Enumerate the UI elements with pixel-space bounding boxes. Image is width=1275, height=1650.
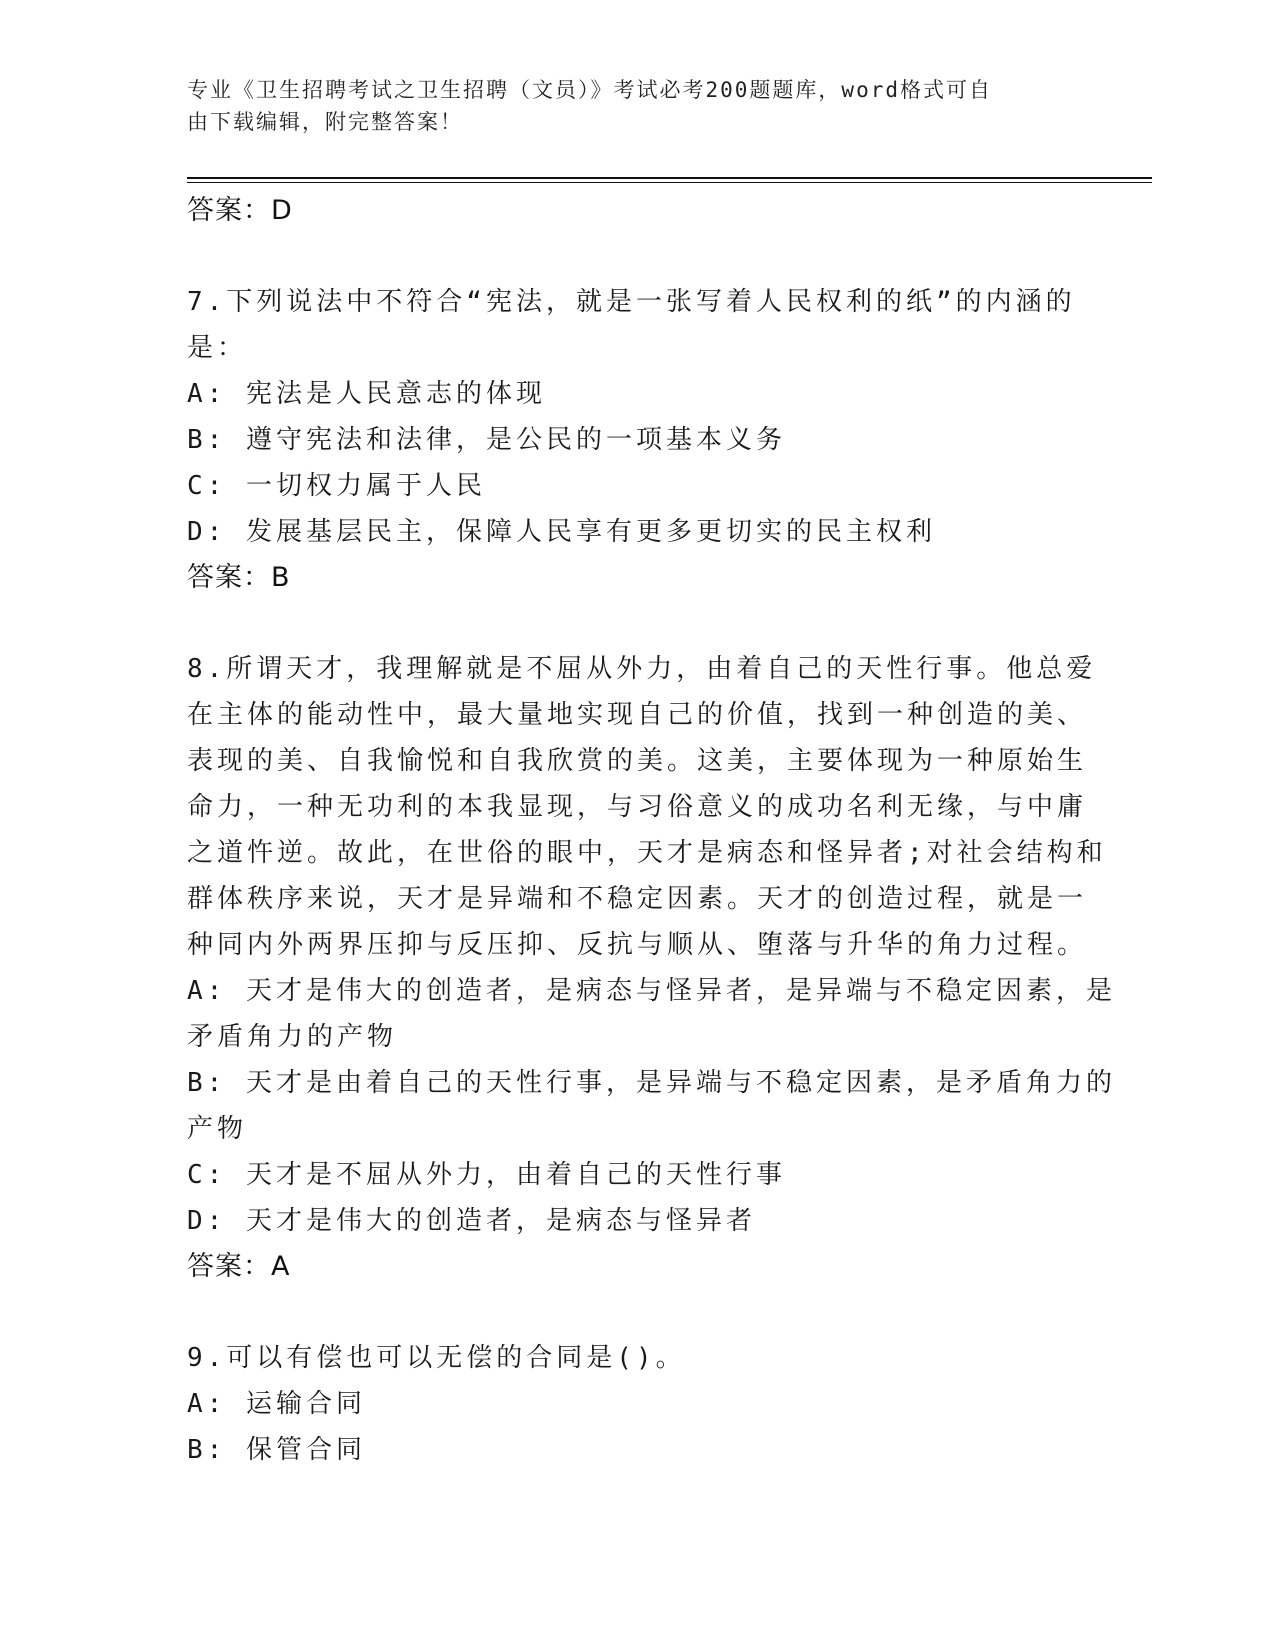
header-rule-thick: [187, 177, 1152, 179]
page-header: [187, 74, 1087, 138]
question-9-stem: 9.可以有偿也可以无偿的合同是()。: [187, 1343, 686, 1373]
question-7-option-d: D: 发展基层民主，保障人民享有更多更切实的民主权利: [187, 517, 936, 547]
question-8-answer: 答案：A: [187, 1251, 291, 1282]
spacer: [187, 234, 1087, 279]
document-content: [187, 188, 1116, 1473]
question-7: [187, 279, 1087, 601]
question-7-option-a: A: 宪法是人民意志的体现: [187, 379, 546, 409]
header-line-1: 专业《卫生招聘考试之卫生招聘（文员）》考试必考200题题库，word格式可自: [187, 78, 992, 102]
question-8-stem-line-5: 之道忤逆。故此，在世俗的眼中，天才是病态和怪异者;对社会结构和: [187, 838, 1107, 868]
question-8-option-a-line-2: 矛盾角力的产物: [187, 1022, 398, 1052]
question-8-stem-line-1: 8.所谓天才，我理解就是不屈从外力，由着自己的天性行事。他总爱: [187, 654, 1097, 684]
question-8-stem-line-4: 命力，一种无功利的本我显现，与习俗意义的成功名利无缘，与中庸: [187, 792, 1088, 822]
question-7-option-b: B: 遵守宪法和法律，是公民的一项基本义务: [187, 425, 786, 455]
header-rule-thin: [187, 182, 1152, 183]
header-line-2: 由下载编辑，附完整答案！: [187, 110, 463, 134]
spacer: [187, 601, 1087, 646]
question-9-option-b: B: 保管合同: [187, 1435, 366, 1465]
question-8: [187, 646, 1116, 1290]
question-8-option-a-line-1: A: 天才是伟大的创造者，是病态与怪异者，是异端与不稳定因素，是: [187, 976, 1116, 1006]
question-9-option-a: A: 运输合同: [187, 1389, 366, 1419]
question-8-option-b-line-2: 产物: [187, 1114, 248, 1144]
question-8-stem-line-6: 群体秩序来说，天才是异端和不稳定因素。天才的创造过程，就是一: [187, 884, 1088, 914]
question-8-option-d: D: 天才是伟大的创造者，是病态与怪异者: [187, 1206, 756, 1236]
question-8-option-c: C: 天才是不屈从外力，由着自己的天性行事: [187, 1160, 786, 1190]
question-7-stem-line-1: 7.下列说法中不符合“宪法，就是一张写着人民权利的纸”的内涵的: [187, 287, 1076, 317]
question-7-option-c: C: 一切权力属于人民: [187, 471, 486, 501]
question-8-option-b-line-1: B: 天才是由着自己的天性行事，是异端与不稳定因素，是矛盾角力的: [187, 1068, 1116, 1098]
answer-previous: 答案：D: [187, 195, 293, 226]
question-8-stem-line-7: 种同内外两界压抑与反压抑、反抗与顺从、堕落与升华的角力过程。: [187, 930, 1088, 960]
question-8-stem-line-2: 在主体的能动性中，最大量地实现自己的价值，找到一种创造的美、: [187, 700, 1088, 730]
question-7-answer: 答案：B: [187, 562, 291, 593]
spacer: [187, 1290, 1087, 1335]
question-8-stem-line-3: 表现的美、自我愉悦和自我欣赏的美。这美，主要体现为一种原始生: [187, 746, 1088, 776]
question-9: [187, 1335, 1087, 1473]
question-7-stem-line-2: 是：: [187, 333, 248, 363]
